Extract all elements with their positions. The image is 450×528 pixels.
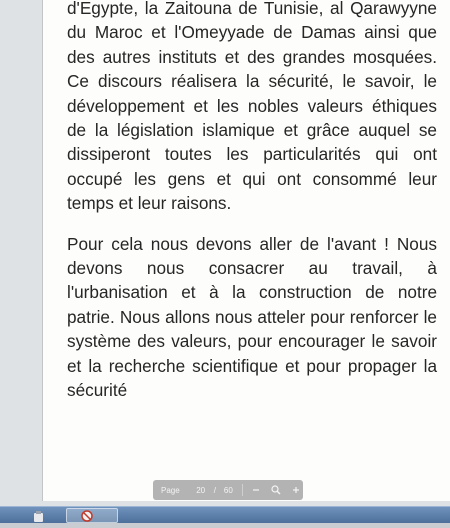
minus-icon bbox=[252, 486, 260, 494]
taskbar-app-button[interactable] bbox=[26, 508, 52, 523]
taskbar-app-icon bbox=[26, 508, 52, 523]
page-label: Page bbox=[161, 485, 180, 495]
toolbar-divider bbox=[242, 484, 243, 496]
paragraph-2: Pour cela nous devons aller de l'avant ! Nous devons nous consacrer au travail, à l'urbanisation et à la construction de notre patrie. Nous allons nous atteler pour renforcer le système des valeurs, pour encourager le savoir et la recherche scientifique et pour propager la sécurité bbox=[67, 233, 437, 401]
total-pages: 60 bbox=[223, 485, 233, 495]
zoom-in-button[interactable] bbox=[289, 482, 303, 498]
zoom-button[interactable] bbox=[269, 482, 283, 498]
zoom-out-button[interactable] bbox=[249, 482, 263, 498]
taskbar-active-app-icon bbox=[67, 509, 117, 522]
magnifier-icon bbox=[271, 485, 281, 495]
page-navigation-toolbar bbox=[153, 480, 303, 500]
document-page bbox=[42, 0, 450, 501]
taskbar bbox=[0, 506, 450, 523]
paragraph-1: d'Egypte, la Zaitouna de Tunisie, al Qarawyyne du Maroc et l'Omeyyade de Damas ainsi que des autres instituts et des grandes mosquées. Ce discours réalisera la sécurité, le savoir, le développement et les nobles valeurs éthiques de la législation islamique et grâce auquel se dissiperont toutes les particularités qui ont occupé les gens et qui ont consommé leur temps et leur raisons. bbox=[67, 0, 437, 214]
page-separator: / bbox=[213, 485, 216, 495]
page-text bbox=[67, 0, 437, 403]
plus-icon bbox=[292, 486, 300, 494]
current-page-input[interactable]: 20 bbox=[196, 485, 206, 495]
taskbar-active-app-button[interactable] bbox=[66, 508, 118, 523]
